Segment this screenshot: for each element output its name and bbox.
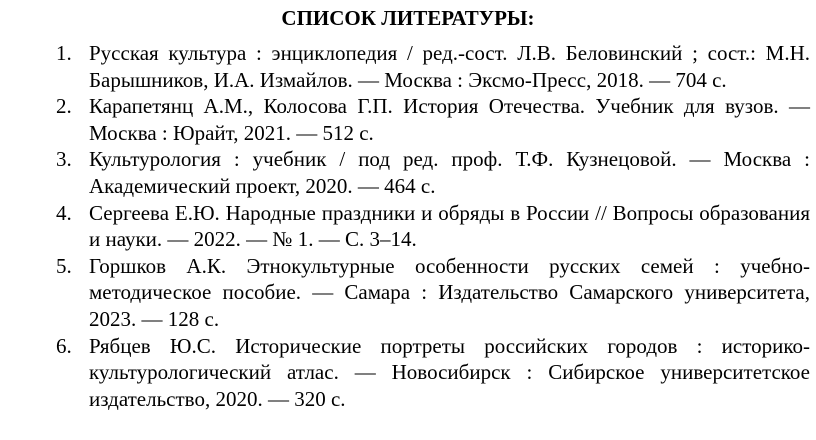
reference-number: 4. xyxy=(56,200,72,225)
reference-number: 2. xyxy=(56,94,72,119)
reference-item-6 xyxy=(0,333,816,413)
reference-text: Русская культура : энциклопедия / ред.-сост. Л.В. Беловинский ; сост.: М.Н. Барышников, И.А. Измайлов. — Москва : Эксмо-Пресс, 2018. — 704 с. xyxy=(89,41,810,92)
page-title: СПИСОК ЛИТЕРАТУРЫ: xyxy=(281,6,535,30)
reference-item-3 xyxy=(0,146,816,199)
reference-text: Сергеева Е.Ю. Народные праздники и обряды в России // Вопросы образования и науки. — 2022. — № 1. — С. 3–14. xyxy=(89,200,810,252)
reference-list xyxy=(0,40,816,412)
reference-item-2 xyxy=(0,93,816,146)
reference-number: 5. xyxy=(56,253,72,278)
reference-item-4 xyxy=(0,200,816,253)
reference-text: Культурология : учебник / под ред. проф. Т.Ф. Кузнецовой. — Москва : Академический проект, 2020. — 464 с. xyxy=(89,147,810,198)
reference-text: Рябцев Ю.С. Исторические портреты российских городов : историко-культурологический атлас. — Новосибирск : Сибирское университетское издательство, 2020. — 320 с. xyxy=(89,333,810,411)
reference-item-1 xyxy=(0,40,816,93)
reference-item-5 xyxy=(0,253,816,333)
reference-text: Горшков А.К. Этнокультурные особенности русских семей : учебно-методическое пособие. — Самара : Издательство Самарского университета, 2023. — 128 с. xyxy=(89,253,810,331)
reference-number: 6. xyxy=(56,333,72,358)
reference-text: Карапетянц А.М., Колосова Г.П. История Отечества. Учебник для вузов. — Москва : Юрайт, 2021. — 512 с. xyxy=(89,94,810,145)
reference-number: 1. xyxy=(56,41,72,65)
reference-number: 3. xyxy=(56,147,72,172)
